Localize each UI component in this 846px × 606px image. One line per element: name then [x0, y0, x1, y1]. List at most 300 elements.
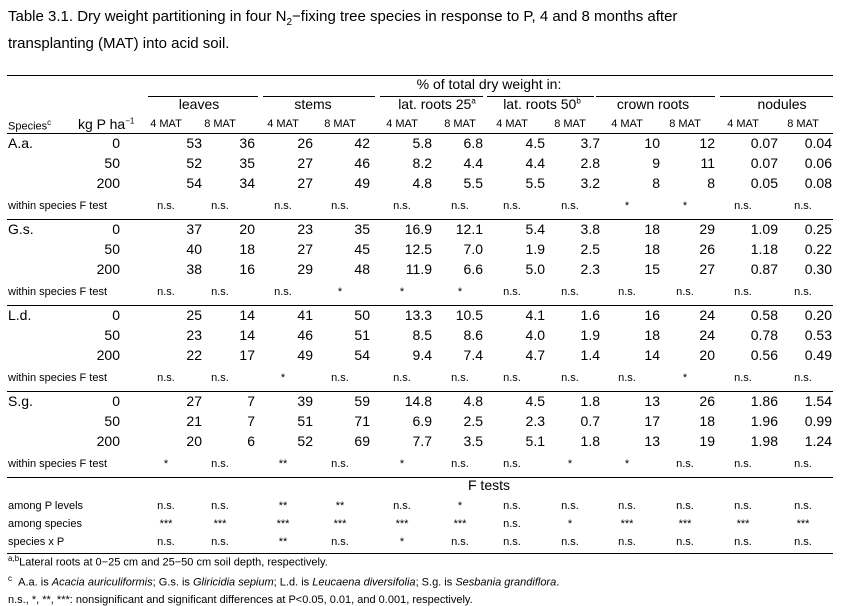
f-test-cell: n.s.: [274, 286, 292, 298]
f-test-cell: n.s.: [503, 500, 521, 512]
table-cell: 7: [247, 413, 255, 429]
table-cell: 17: [644, 413, 660, 429]
table-cell: 0.05: [750, 175, 778, 191]
table-cell: 1.24: [804, 433, 832, 449]
f-test-cell: ***: [213, 518, 227, 530]
f-test-cell: n.s.: [393, 372, 411, 384]
column-group-label: stems: [294, 96, 332, 112]
f-test-cell: n.s.: [211, 200, 229, 212]
p-rate-value: 200: [96, 175, 120, 191]
table-cell: 41: [297, 307, 313, 323]
table-cell: 4.1: [525, 307, 545, 323]
f-test-cell: n.s.: [393, 500, 411, 512]
table-cell: 0.22: [804, 241, 832, 257]
table-cell: 7.0: [463, 241, 483, 257]
f-test-row-label: species x P: [8, 536, 65, 548]
f-test-cell: n.s.: [618, 500, 636, 512]
f-test-cell: n.s.: [794, 200, 812, 212]
f-test-cell: n.s.: [331, 536, 349, 548]
table-cell: 14: [239, 307, 255, 323]
table-cell: 22: [186, 347, 202, 363]
mat-subcolumn-header: 4 MAT: [267, 118, 299, 130]
table-cell: 0.7: [580, 413, 600, 429]
footnote-c-part: Gliricidia sepium: [192, 576, 274, 589]
table-cell: 20: [186, 433, 202, 449]
f-test-cell: n.s.: [157, 536, 175, 548]
f-test-cell: *: [399, 286, 405, 298]
f-test-cell: *: [567, 458, 573, 470]
f-test-cell: n.s.: [503, 372, 521, 384]
table-cell: 1.4: [580, 347, 600, 363]
table-cell: 69: [354, 433, 370, 449]
table-cell: 54: [186, 175, 202, 191]
f-test-cell: n.s.: [561, 500, 579, 512]
table-cell: 18: [644, 241, 660, 257]
table-cell: 23: [186, 327, 202, 343]
table-cell: 35: [239, 155, 255, 171]
table-cell: 12: [699, 135, 715, 151]
table-cell: 23: [297, 221, 313, 237]
table-cell: 24: [699, 307, 715, 323]
f-test-cell: n.s.: [451, 536, 469, 548]
table-rule: [7, 133, 833, 134]
table-cell: 0.87: [750, 261, 778, 277]
table-cell: 8.2: [412, 155, 432, 171]
table-cell: 5.5: [463, 175, 483, 191]
f-test-cell: n.s.: [794, 536, 812, 548]
column-group-footnote-marker: a: [471, 96, 476, 106]
table-cell: 10.5: [455, 307, 483, 323]
f-test-cell: n.s.: [211, 372, 229, 384]
f-test-cell: n.s.: [734, 286, 752, 298]
table-cell: 0.99: [804, 413, 832, 429]
table-cell: 1.09: [750, 221, 778, 237]
table-cell: 54: [354, 347, 370, 363]
table-cell: 9: [652, 155, 660, 171]
table-cell: 26: [699, 393, 715, 409]
f-test-cell: ***: [453, 518, 467, 530]
column-group-footnote-marker: b: [576, 96, 581, 106]
table-cell: 27: [297, 155, 313, 171]
f-test-row-label: among species: [8, 518, 82, 530]
column-group-label: leaves: [178, 96, 220, 112]
p-rate-unit-exponent: −1: [125, 116, 135, 126]
table-cell: 52: [297, 433, 313, 449]
table-cell: 16: [239, 261, 255, 277]
mat-subcolumn-header: 8 MAT: [204, 118, 236, 130]
species-name: G.s.: [8, 221, 34, 237]
table-cell: 26: [297, 135, 313, 151]
species-name: S.g.: [8, 393, 33, 409]
f-test-cell: n.s.: [618, 372, 636, 384]
table-cell: 0.07: [750, 155, 778, 171]
species-name: A.a.: [8, 135, 33, 151]
f-test-cell: n.s.: [503, 200, 521, 212]
table-cell: 71: [354, 413, 370, 429]
f-test-row-label: among P levels: [8, 500, 84, 512]
table-cell: 2.3: [580, 261, 600, 277]
f-test-cell: n.s.: [503, 536, 521, 548]
table-cell: 13: [644, 433, 660, 449]
table-cell: 18: [239, 241, 255, 257]
table-rule: [7, 477, 833, 478]
table-cell: 49: [354, 175, 370, 191]
p-rate-value: 50: [104, 155, 120, 171]
header-span-title: % of total dry weight in:: [416, 76, 562, 92]
table-cell: 9.4: [412, 347, 432, 363]
table-cell: 1.18: [750, 241, 778, 257]
table-cell: 1.96: [750, 413, 778, 429]
mat-subcolumn-header: 4 MAT: [386, 118, 418, 130]
f-test-cell: n.s.: [157, 372, 175, 384]
caption-prefix: Table 3.1. Dry weight partitioning in four N: [8, 8, 287, 25]
table-cell: 46: [354, 155, 370, 171]
footnote-ab-text: Lateral roots at 0−25 cm and 25−50 cm soil depth, respectively.: [19, 556, 328, 569]
p-rate-value: 0: [112, 135, 120, 151]
mat-subcolumn-header: 4 MAT: [611, 118, 643, 130]
footnote-c-part: ; S.g. is: [415, 576, 456, 589]
table-cell: 27: [699, 261, 715, 277]
species-footnote-marker: c: [47, 118, 52, 127]
f-test-cell: n.s.: [676, 458, 694, 470]
p-rate-value: 0: [112, 393, 120, 409]
mat-subcolumn-header: 4 MAT: [727, 118, 759, 130]
column-group-label: crown roots: [616, 96, 690, 112]
table-cell: 18: [644, 221, 660, 237]
table-cell: 29: [699, 221, 715, 237]
f-test-cell: ***: [276, 518, 290, 530]
f-test-cell: n.s.: [734, 200, 752, 212]
table-cell: 17: [239, 347, 255, 363]
f-test-cell: ***: [796, 518, 810, 530]
p-rate-value: 200: [96, 433, 120, 449]
f-test-cell: *: [567, 518, 573, 530]
table-cell: 59: [354, 393, 370, 409]
footnote-c-part: ; G.s. is: [152, 576, 193, 589]
table-cell: 0.58: [750, 307, 778, 323]
table-cell: 2.3: [525, 413, 545, 429]
table-cell: 1.8: [580, 393, 600, 409]
within-species-f-test-label: within species F test: [8, 372, 108, 384]
table-cell: 13.3: [404, 307, 432, 323]
table-cell: 27: [297, 175, 313, 191]
table-cell: 25: [186, 307, 202, 323]
table-cell: 38: [186, 261, 202, 277]
table-cell: 48: [354, 261, 370, 277]
f-test-cell: *: [624, 458, 630, 470]
f-test-cell: n.s.: [331, 458, 349, 470]
f-test-cell: n.s.: [274, 200, 292, 212]
table-cell: 12.5: [404, 241, 432, 257]
column-group-label: lat. roots 25$^a$: [398, 96, 476, 112]
f-test-cell: n.s.: [676, 500, 694, 512]
table-cell: 6.6: [463, 261, 483, 277]
f-test-cell: ***: [620, 518, 634, 530]
table-cell: 10: [644, 135, 660, 151]
mat-subcolumn-header: 8 MAT: [554, 118, 586, 130]
column-group-label: nodules: [757, 96, 807, 112]
f-test-cell: n.s.: [794, 286, 812, 298]
table-cell: 4.4: [525, 155, 545, 171]
footnote-ab: [8, 554, 328, 569]
f-test-cell: *: [399, 536, 405, 548]
p-rate-value: 200: [96, 261, 120, 277]
table-cell: 8: [707, 175, 715, 191]
caption-subscript: 2: [286, 17, 293, 28]
table-cell: 0.20: [804, 307, 832, 323]
f-test-cell: ***: [333, 518, 347, 530]
table-cell: 14: [644, 347, 660, 363]
table-cell: 0.30: [804, 261, 832, 277]
caption-rest: −fixing tree species in response to P, 4 and 8 months after: [292, 8, 678, 25]
f-test-cell: n.s.: [561, 200, 579, 212]
table-cell: 1.98: [750, 433, 778, 449]
table-cell: 4.0: [525, 327, 545, 343]
footnote-c: [8, 574, 559, 589]
species-name: L.d.: [8, 307, 32, 323]
table-cell: 4.5: [525, 393, 545, 409]
f-test-cell: n.s.: [561, 286, 579, 298]
f-test-cell: *: [682, 200, 688, 212]
table-cell: 2.5: [463, 413, 483, 429]
table-cell: 52: [186, 155, 202, 171]
within-species-f-test-label: within species F test: [8, 458, 108, 470]
f-test-cell: *: [399, 458, 405, 470]
footnote-c-part: Sesbania grandiflora: [455, 576, 557, 589]
f-test-cell: n.s.: [211, 500, 229, 512]
table-cell: 11: [700, 155, 715, 171]
table-rule: [7, 391, 833, 392]
p-rate-value: 0: [112, 307, 120, 323]
table-cell: 4.8: [412, 175, 432, 191]
table-cell: 35: [354, 221, 370, 237]
table-cell: 5.0: [525, 261, 545, 277]
table-cell: 36: [239, 135, 255, 151]
f-test-cell: n.s.: [451, 372, 469, 384]
table-cell: 8: [652, 175, 660, 191]
table-cell: 2.5: [580, 241, 600, 257]
table-cell: 6: [247, 433, 255, 449]
table-cell: 4.7: [525, 347, 545, 363]
table-cell: 0.04: [804, 135, 832, 151]
f-tests-title: F tests: [467, 477, 511, 493]
table-cell: 1.54: [804, 393, 832, 409]
table-cell: 49: [297, 347, 313, 363]
table-cell: 16.9: [404, 221, 432, 237]
table-cell: 27: [186, 393, 202, 409]
p-rate-column-header: kg P $ha^{-1}$: [78, 116, 135, 132]
species-column-header: Species$^c$: [8, 118, 52, 133]
table-cell: 20: [699, 347, 715, 363]
f-test-cell: n.s.: [503, 286, 521, 298]
f-test-cell: **: [278, 536, 288, 548]
table-cell: 4.4: [463, 155, 483, 171]
table-cell: 0.08: [804, 175, 832, 191]
column-group-label: lat. roots 50$^b$: [503, 96, 581, 112]
caption-line2: transplanting (MAT) into acid soil.: [8, 35, 230, 52]
table-cell: 46: [297, 327, 313, 343]
table-cell: 16: [644, 307, 660, 323]
f-test-cell: n.s.: [211, 286, 229, 298]
f-test-cell: n.s.: [676, 286, 694, 298]
f-test-cell: ***: [678, 518, 692, 530]
table-cell: 7: [247, 393, 255, 409]
table-cell: 1.86: [750, 393, 778, 409]
f-test-cell: n.s.: [451, 458, 469, 470]
f-test-cell: n.s.: [157, 500, 175, 512]
f-test-cell: *: [163, 458, 169, 470]
table-cell: 8.5: [412, 327, 432, 343]
mat-subcolumn-header: 4 MAT: [496, 118, 528, 130]
f-test-cell: n.s.: [794, 500, 812, 512]
table-rule: [7, 219, 833, 220]
mat-subcolumn-header: 8 MAT: [669, 118, 701, 130]
table-cell: 18: [699, 413, 715, 429]
mat-subcolumn-header: 8 MAT: [444, 118, 476, 130]
footnote-ab-marker: a,b: [8, 554, 20, 563]
table-cell: 3.2: [580, 175, 600, 191]
f-test-cell: *: [337, 286, 343, 298]
table-cell: 5.8: [412, 135, 432, 151]
f-test-cell: n.s.: [331, 372, 349, 384]
f-test-cell: *: [280, 372, 286, 384]
table-cell: 5.1: [525, 433, 545, 449]
table-cell: 34: [239, 175, 255, 191]
f-test-cell: n.s.: [794, 372, 812, 384]
f-test-cell: n.s.: [734, 458, 752, 470]
table-cell: 3.8: [580, 221, 600, 237]
p-rate-value: 200: [96, 347, 120, 363]
table-cell: 0.53: [804, 327, 832, 343]
footnote-c-part: Leucaena diversifolia: [312, 576, 416, 589]
within-species-f-test-label: within species F test: [8, 200, 108, 212]
table-cell: 8.6: [463, 327, 483, 343]
f-test-cell: n.s.: [794, 458, 812, 470]
f-test-cell: n.s.: [331, 200, 349, 212]
table-cell: 1.6: [580, 307, 600, 323]
table-cell: 15: [644, 261, 660, 277]
f-test-cell: n.s.: [734, 536, 752, 548]
f-test-cell: n.s.: [503, 458, 521, 470]
footnote-c-part: .: [556, 576, 560, 589]
table-cell: 2.8: [580, 155, 600, 171]
table-rule: [7, 305, 833, 306]
f-test-cell: n.s.: [618, 286, 636, 298]
f-test-cell: ***: [736, 518, 750, 530]
f-test-cell: n.s.: [676, 536, 694, 548]
table-cell: 7.4: [463, 347, 483, 363]
table-cell: 3.5: [463, 433, 483, 449]
table-cell: 53: [186, 135, 202, 151]
f-test-cell: n.s.: [734, 500, 752, 512]
table-cell: 0.78: [750, 327, 778, 343]
table-cell: 5.5: [525, 175, 545, 191]
table-cell: 5.4: [525, 221, 545, 237]
mat-subcolumn-header: 4 MAT: [150, 118, 182, 130]
table-cell: 0.07: [750, 135, 778, 151]
f-test-cell: *: [457, 500, 463, 512]
f-test-cell: ***: [395, 518, 409, 530]
table-cell: 51: [354, 327, 370, 343]
table-cell: 3.7: [580, 135, 600, 151]
table-cell: 13: [644, 393, 660, 409]
f-test-cell: n.s.: [393, 200, 411, 212]
table-cell: 1.9: [525, 241, 545, 257]
table-cell: 14: [239, 327, 255, 343]
table-cell: 0.25: [804, 221, 832, 237]
table-cell: 37: [186, 221, 202, 237]
table-cell: 20: [239, 221, 255, 237]
f-test-cell: *: [624, 200, 630, 212]
table-cell: 4.8: [463, 393, 483, 409]
f-test-cell: n.s.: [157, 286, 175, 298]
f-test-cell: *: [682, 372, 688, 384]
footnote-c-part: ; L.d. is: [273, 576, 313, 589]
p-rate-value: 50: [104, 327, 120, 343]
table-cell: 14.8: [404, 393, 432, 409]
table-cell: 6.9: [412, 413, 432, 429]
table-cell: 50: [354, 307, 370, 323]
mat-subcolumn-header: 8 MAT: [324, 118, 356, 130]
table-cell: 18: [644, 327, 660, 343]
within-species-f-test-label: within species F test: [8, 286, 108, 298]
table-cell: 40: [186, 241, 202, 257]
footnote-c-part: A.a. is: [18, 576, 52, 589]
f-test-cell: n.s.: [211, 536, 229, 548]
f-test-cell: n.s.: [451, 200, 469, 212]
table-cell: 4.5: [525, 135, 545, 151]
table-cell: 21: [186, 413, 202, 429]
table-cell: 0.06: [804, 155, 832, 171]
table-cell: 1.8: [580, 433, 600, 449]
table-cell: 39: [297, 393, 313, 409]
table-caption: [8, 6, 828, 54]
f-test-cell: **: [278, 500, 288, 512]
table-cell: 27: [297, 241, 313, 257]
f-test-cell: n.s.: [561, 536, 579, 548]
table-cell: 7.7: [412, 433, 432, 449]
f-test-cell: n.s.: [503, 518, 521, 530]
table-cell: 19: [699, 433, 715, 449]
footnote-c-marker: c: [8, 574, 12, 583]
mat-subcolumn-header: 8 MAT: [787, 118, 819, 130]
table-cell: 29: [297, 261, 313, 277]
f-test-cell: n.s.: [618, 536, 636, 548]
f-test-cell: ***: [159, 518, 173, 530]
table-cell: 11.9: [405, 261, 432, 277]
table-cell: 0.49: [804, 347, 832, 363]
table-cell: 1.9: [580, 327, 600, 343]
f-test-cell: **: [278, 458, 288, 470]
table-cell: 51: [297, 413, 313, 429]
table-cell: 26: [699, 241, 715, 257]
table-cell: 24: [699, 327, 715, 343]
p-rate-value: 50: [104, 241, 120, 257]
footnote-c-part: Acacia auriculiformis: [51, 576, 153, 589]
table-cell: 42: [354, 135, 370, 151]
table-cell: 0.56: [750, 347, 778, 363]
p-rate-value: 0: [112, 221, 120, 237]
f-test-cell: **: [335, 500, 345, 512]
table-cell: 45: [354, 241, 370, 257]
f-test-cell: *: [457, 286, 463, 298]
table-cell: 6.8: [463, 135, 483, 151]
p-rate-value: 50: [104, 413, 120, 429]
table-cell: 12.1: [455, 221, 483, 237]
f-test-cell: n.s.: [561, 372, 579, 384]
f-test-cell: n.s.: [211, 458, 229, 470]
f-test-cell: n.s.: [157, 200, 175, 212]
